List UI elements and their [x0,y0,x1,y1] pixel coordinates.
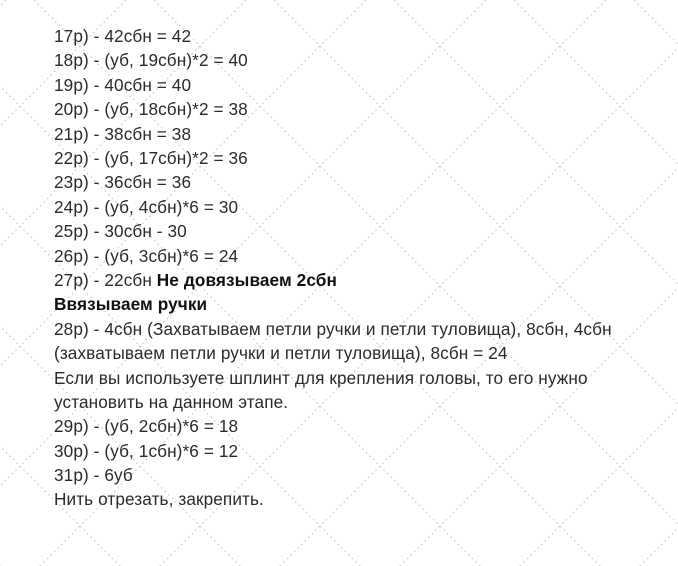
row-24: 24р) - (уб, 4сбн)*6 = 30 [54,196,239,217]
row-19: 19р) - 40сбн = 40 [54,74,192,95]
pattern-instructions [54,24,669,512]
row-29: 29р) - (уб, 2сбн)*6 = 18 [54,416,239,437]
row-25: 25р) - 30сбн - 30 [54,221,187,242]
row-31: 31р) - 6уб [54,465,133,486]
row-27-bold-note: Не довязываем 2сбн [156,269,337,290]
finish-instruction: Нить отрезать, закрепить. [54,489,264,510]
row-18: 18р) - (уб, 19сбн)*2 = 40 [54,50,248,71]
row-30: 30р) - (уб, 1сбн)*6 = 12 [54,440,239,461]
row-27-text: 27р) - 22сбн [54,269,157,290]
splint-note: Если вы используете шплинт для крепления головы, то его нужно установить на данном этапе. [54,367,588,412]
row-28: 28р) - 4сбн (Захватываем петли ручки и петли туловища), 8сбн, 4сбн (захватываем петли ручки и петли туловища), 8сбн = 24 [54,318,612,364]
row-26: 26р) - (уб, 3сбн)*6 = 24 [54,245,239,266]
row-21: 21р) - 38сбн = 38 [54,123,192,144]
row-22: 22р) - (уб, 17сбн)*2 = 36 [54,147,248,168]
section-heading: Ввязываем ручки [54,294,208,315]
row-20: 20р) - (уб, 18сбн)*2 = 38 [54,99,248,120]
row-17: 17р) - 42сбн = 42 [54,26,192,46]
row-27 [54,268,669,292]
row-23: 23р) - 36сбн = 36 [54,172,192,193]
